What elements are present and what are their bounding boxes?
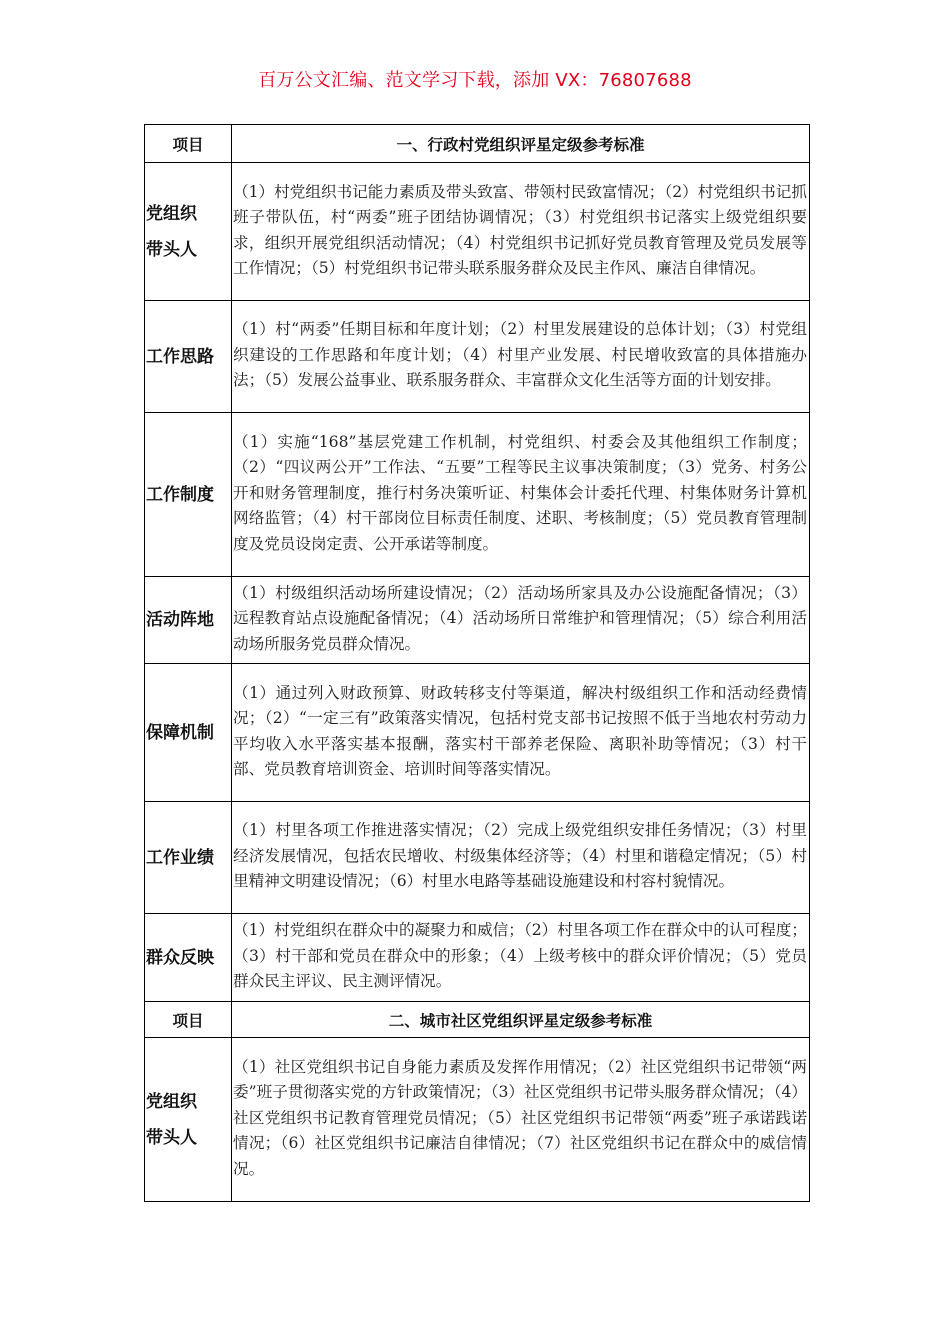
table-row	[145, 664, 810, 802]
item-label-line1: 党组织	[146, 1091, 197, 1112]
row-content: （1）村党组织书记能力素质及带头致富、带领村民致富情况；（2）村党组织书记抓班子带队伍，村“两委”班子团结协调情况；（3）村党组织书记落实上级党组织要求，组织开展党组织活动情况；（4）村党组织书记抓好党员教育管理及党员发展等工作情况；（5）村党组织书记带头联系服务群众及民主作风、廉洁自律情况。	[232, 163, 810, 301]
row-content: （1）村里各项工作推进落实情况；（2）完成上级党组织安排任务情况；（3）村里经济发展情况，包括农民增收、村级集体经济等；（4）村里和谐稳定情况；（5）村里精神文明建设情况；（6）村里水电路等基础设施建设和村容村貌情况。	[232, 802, 810, 914]
row-item-label: 保障机制	[145, 664, 232, 802]
row-content: （1）村“两委”任期目标和年度计划；（2）村里发展建设的总体计划；（3）村党组织建设的工作思路和年度计划；（4）村里产业发展、村民增收致富的具体措施办法；（5）发展公益事业、联系服务群众、丰富群众文化生活等方面的计划安排。	[232, 301, 810, 413]
section2-header-item: 项目	[145, 1002, 232, 1038]
table-row	[145, 577, 810, 664]
row-content: （1）社区党组织书记自身能力素质及发挥作用情况；（2）社区党组织书记带领“两委”班子贯彻落实党的方针政策情况；（3）社区党组织书记带头服务群众情况；（4）社区党组织书记教育管理党员情况；（5）社区党组织书记带领“两委”班子承诺践诺情况；（6）社区党组织书记廉洁自律情况；（7）社区党组织书记在群众中的威信情况。	[232, 1038, 810, 1202]
item-label-line2: 带头人	[146, 1127, 197, 1148]
table-row	[145, 802, 810, 914]
row-item-label: 工作制度	[145, 413, 232, 577]
row-content: （1）村党组织在群众中的凝聚力和威信；（2）村里各项工作在群众中的认可程度；（3）村干部和党员在群众中的形象；（4）上级考核中的群众评价情况；（5）党员群众民主评议、民主测评情况。	[232, 914, 810, 1002]
item-label-line2: 带头人	[146, 239, 197, 260]
section1-header-title: 一、行政村党组织评星定级参考标准	[232, 125, 810, 163]
row-item-label: 群众反映	[145, 914, 232, 1002]
row-item-label: 活动阵地	[145, 577, 232, 664]
row-item-label	[145, 163, 232, 301]
row-item-label: 工作思路	[145, 301, 232, 413]
section1-header-item: 项目	[145, 125, 232, 163]
table-row	[145, 914, 810, 1002]
item-label-line1: 党组织	[146, 203, 197, 224]
section2-header-row	[145, 1002, 810, 1038]
row-content: （1）实施“168”基层党建工作机制，村党组织、村委会及其他组织工作制度；（2）“四议两公开”工作法、“五要”工程等民主议事决策制度；（3）党务、村务公开和财务管理制度，推行村务决策听证、村集体会计委托代理、村集体财务计算机网络监管；（4）村干部岗位目标责任制度、述职、考核制度；（5）党员教育管理制度及党员设岗定责、公开承诺等制度。	[232, 413, 810, 577]
row-content: （1）通过列入财政预算、财政转移支付等渠道，解决村级组织工作和活动经费情况；（2）“一定三有”政策落实情况，包括村党支部书记按照不低于当地农村劳动力平均收入水平落实基本报酬，落实村干部养老保险、离职补助等情况；（3）村干部、党员教育培训资金、培训时间等落实情况。	[232, 664, 810, 802]
table-row	[145, 413, 810, 577]
download-banner: 百万公文汇编、范文学习下载，添加 VX：76807688	[258, 70, 692, 91]
row-content: （1）村级组织活动场所建设情况；（2）活动场所家具及办公设施配备情况；（3）远程教育站点设施配备情况；（4）活动场所日常维护和管理情况；（5）综合利用活动场所服务党员群众情况。	[232, 577, 810, 664]
table-row	[145, 301, 810, 413]
rating-standards-table	[144, 124, 810, 1202]
row-item-label: 工作业绩	[145, 802, 232, 914]
section2-header-title: 二、城市社区党组织评星定级参考标准	[232, 1002, 810, 1038]
section1-header-row	[145, 125, 810, 163]
table-row	[145, 1038, 810, 1202]
table-row	[145, 163, 810, 301]
row-item-label	[145, 1038, 232, 1202]
